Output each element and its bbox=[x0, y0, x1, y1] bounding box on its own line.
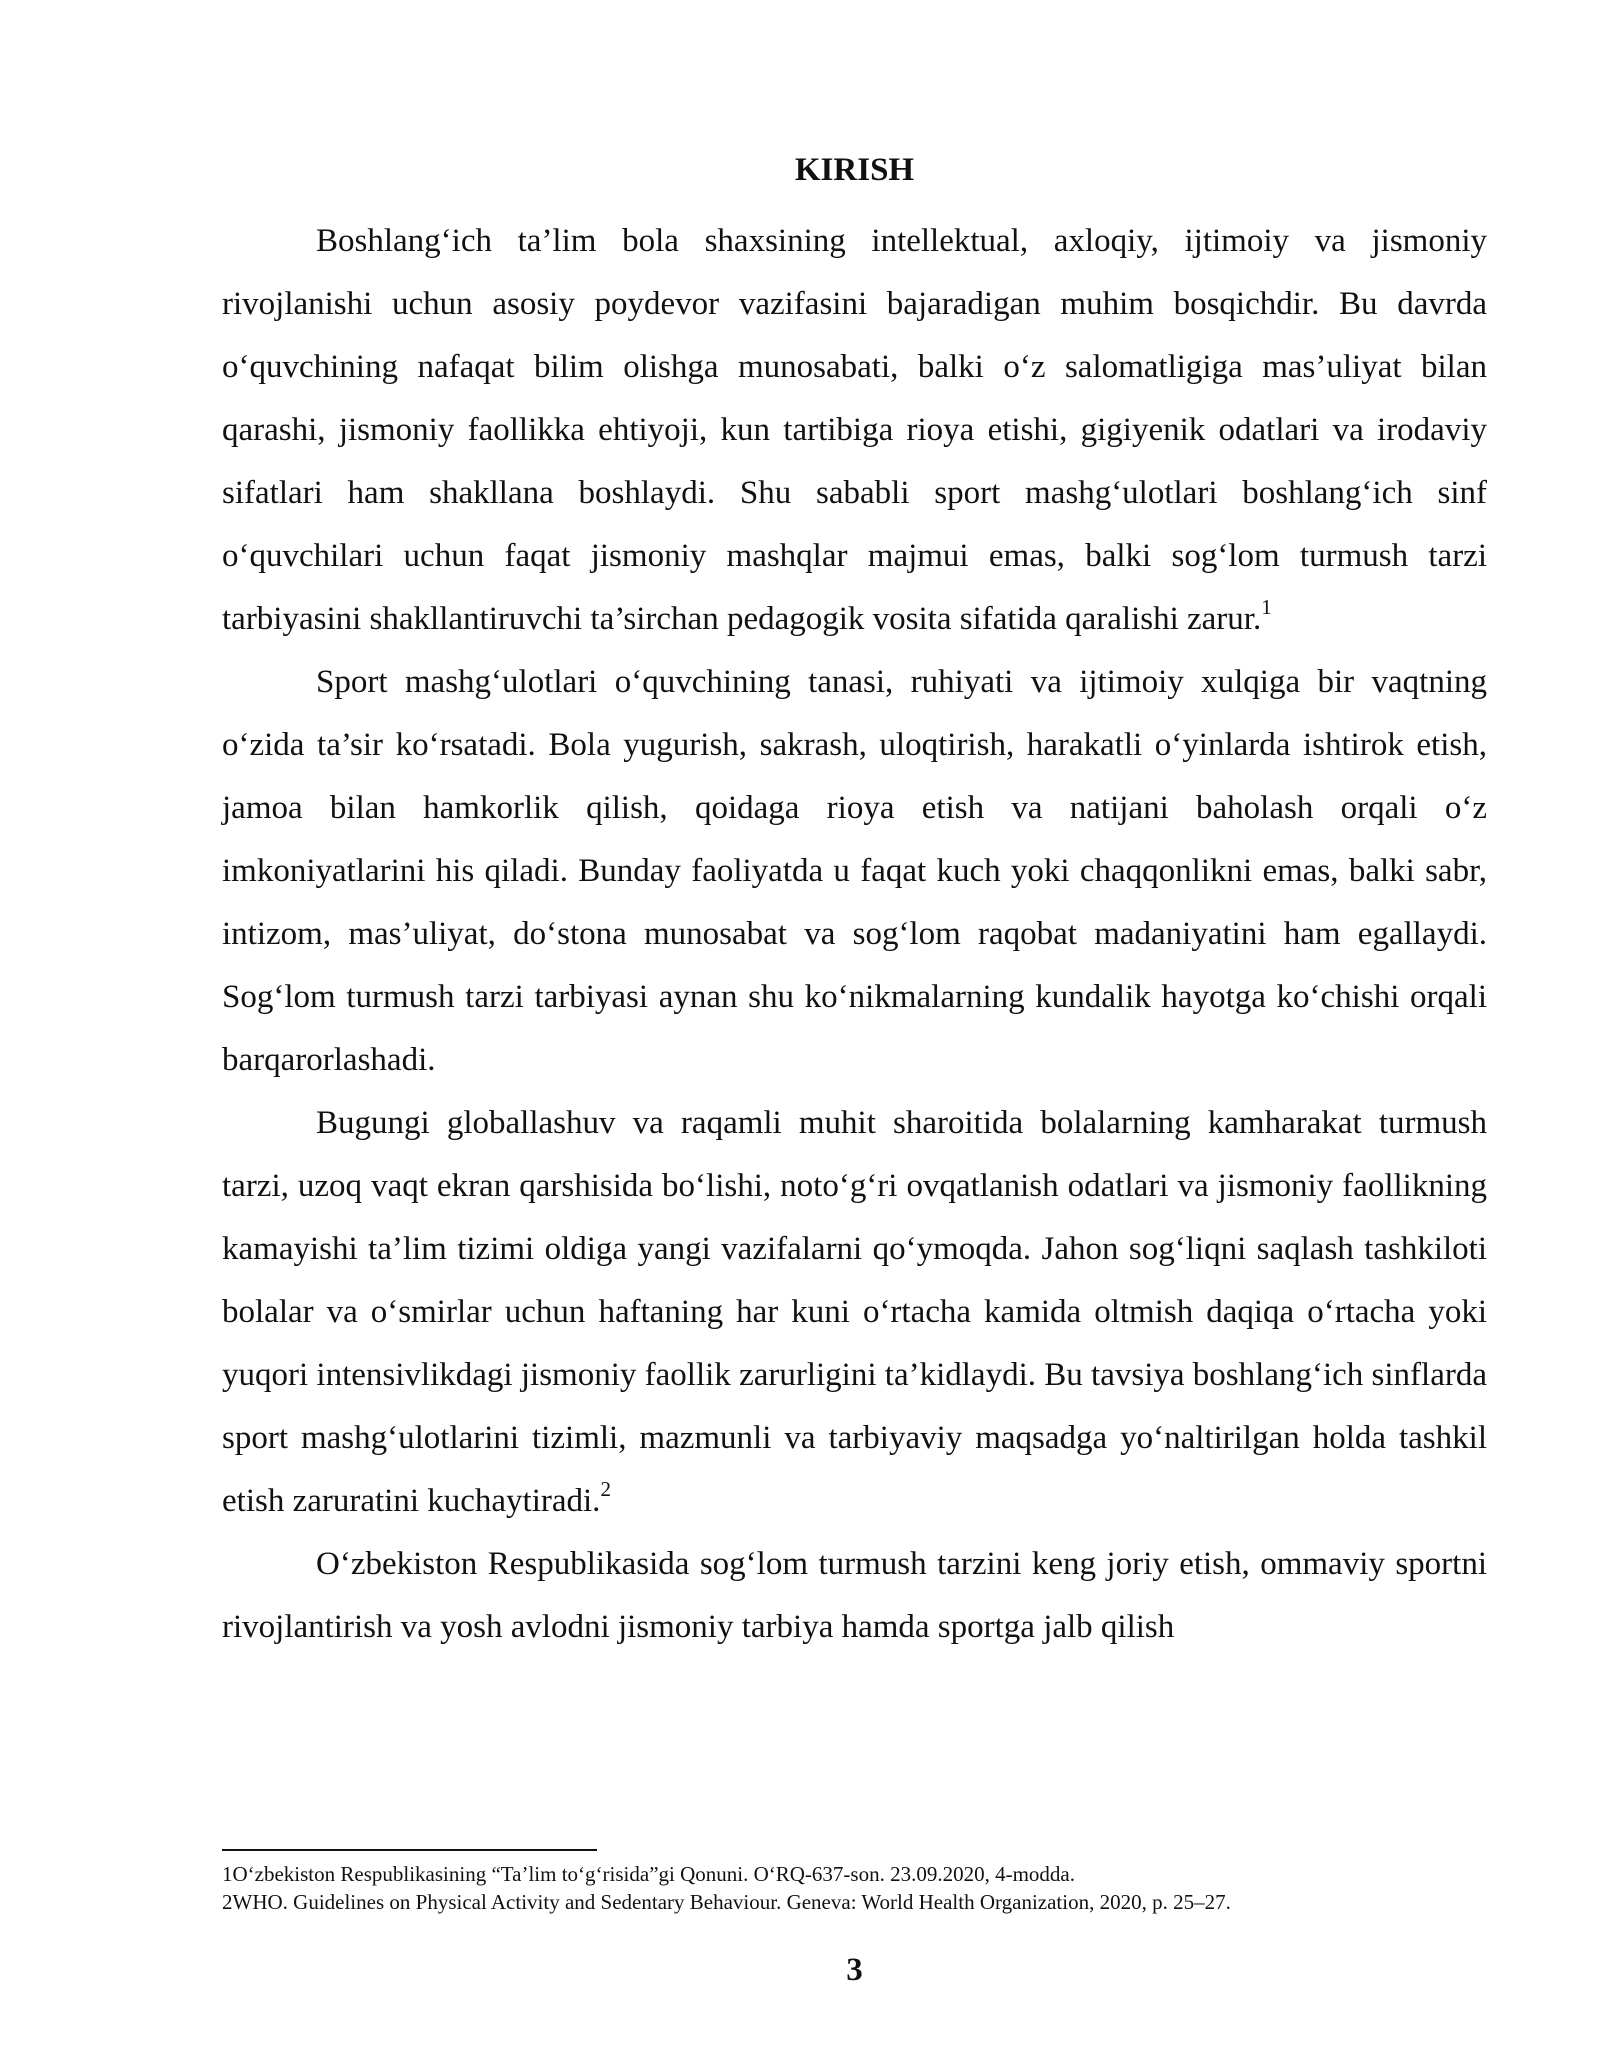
footnotes bbox=[222, 1860, 1487, 1916]
footnote-separator bbox=[222, 1849, 597, 1851]
paragraph-2 bbox=[222, 651, 1487, 1092]
body-text bbox=[222, 210, 1487, 1659]
paragraph-4 bbox=[222, 1533, 1487, 1659]
footnote-reference: 2 bbox=[600, 1477, 611, 1501]
section-heading: KIRISH bbox=[794, 152, 915, 188]
footnote-2: 2WHO. Guidelines on Physical Activity and Sedentary Behaviour. Geneva: World Health Organization, 2020, p. 25–27. bbox=[222, 1890, 1231, 1914]
footnote-1: 1O‘zbekiston Respublikasining “Ta’lim to‘g‘risida”gi Qonuni. O‘RQ-637-son. 23.09.2020, 4-modda. bbox=[222, 1862, 1075, 1886]
paragraph-1 bbox=[222, 210, 1487, 651]
paragraph-3 bbox=[222, 1092, 1487, 1533]
paragraph-text: Boshlang‘ich ta’lim bola shaxsining intellektual, axloqiy, ijtimoiy va jismoniy rivojlanishi uchun asosiy poydevor vazifasini bajaradigan muhim bosqichdir. Bu davrda o‘quvchining nafaqat bilim olishga munosabati, balki o‘z salomatligiga mas’uliyat bilan qarashi, jismoniy faollikka ehtiyoji, kun tartibiga rioya etishi, gigiyenik odatlari va irodaviy sifatlari ham shakllana boshlaydi. Shu sababli sport mashg‘ulotlari boshlang‘ich sinf o‘quvchilari uchun faqat jismoniy mashqlar majmui emas, balki sog‘lom turmush tarzi tarbiyasini shakllantiruvchi ta’sirchan pedagogik vosita sifatida qaralishi zarur. bbox=[222, 223, 1487, 637]
footnote-reference: 1 bbox=[1261, 595, 1272, 619]
paragraph-text: O‘zbekiston Respublikasida sog‘lom turmush tarzini keng joriy etish, ommaviy sportni rivojlantirish va yosh avlodni jismoniy tarbiya hamda sportga jalb qilish bbox=[222, 1546, 1487, 1645]
paragraph-text: Bugungi globallashuv va raqamli muhit sharoitida bolalarning kamharakat turmush tarzi, uzoq vaqt ekran qarshisida bo‘lishi, noto‘g‘ri ovqatlanish odatlari va jismoniy faollikning kamayishi ta’lim tizimi oldiga yangi vazifalarni qo‘ymoqda. Jahon sog‘liqni saqlash tashkiloti bolalar va o‘smirlar uchun haftaning har kuni o‘rtacha kamida oltmish daqiqa o‘rtacha yoki yuqori intensivlikdagi jismoniy faollik zarurligini ta’kidlaydi. Bu tavsiya boshlang‘ich sinflarda sport mashg‘ulotlarini tizimli, mazmunli va tarbiyaviy maqsadga yo‘naltirilgan holda tashkil etish zaruratini kuchaytiradi. bbox=[222, 1105, 1487, 1519]
paragraph-text: Sport mashg‘ulotlari o‘quvchining tanasi, ruhiyati va ijtimoiy xulqiga bir vaqtning o‘zida ta’sir ko‘rsatadi. Bola yugurish, sakrash, uloqtirish, harakatli o‘yinlarda ishtirok etish, jamoa bilan hamkorlik qilish, qoidaga rioya etish va natijani baholash orqali o‘z imkoniyatlarini his qiladi. Bunday faoliyatda u faqat kuch yoki chaqqonlikni emas, balki sabr, intizom, mas’uliyat, do‘stona munosabat va sog‘lom raqobat madaniyatini ham egallaydi. Sog‘lom turmush tarzi tarbiyasi aynan shu ko‘nikmalarning kundalik hayotga ko‘chishi orqali barqarorlashadi. bbox=[222, 664, 1487, 1078]
page-number: 3 bbox=[846, 1952, 863, 1988]
